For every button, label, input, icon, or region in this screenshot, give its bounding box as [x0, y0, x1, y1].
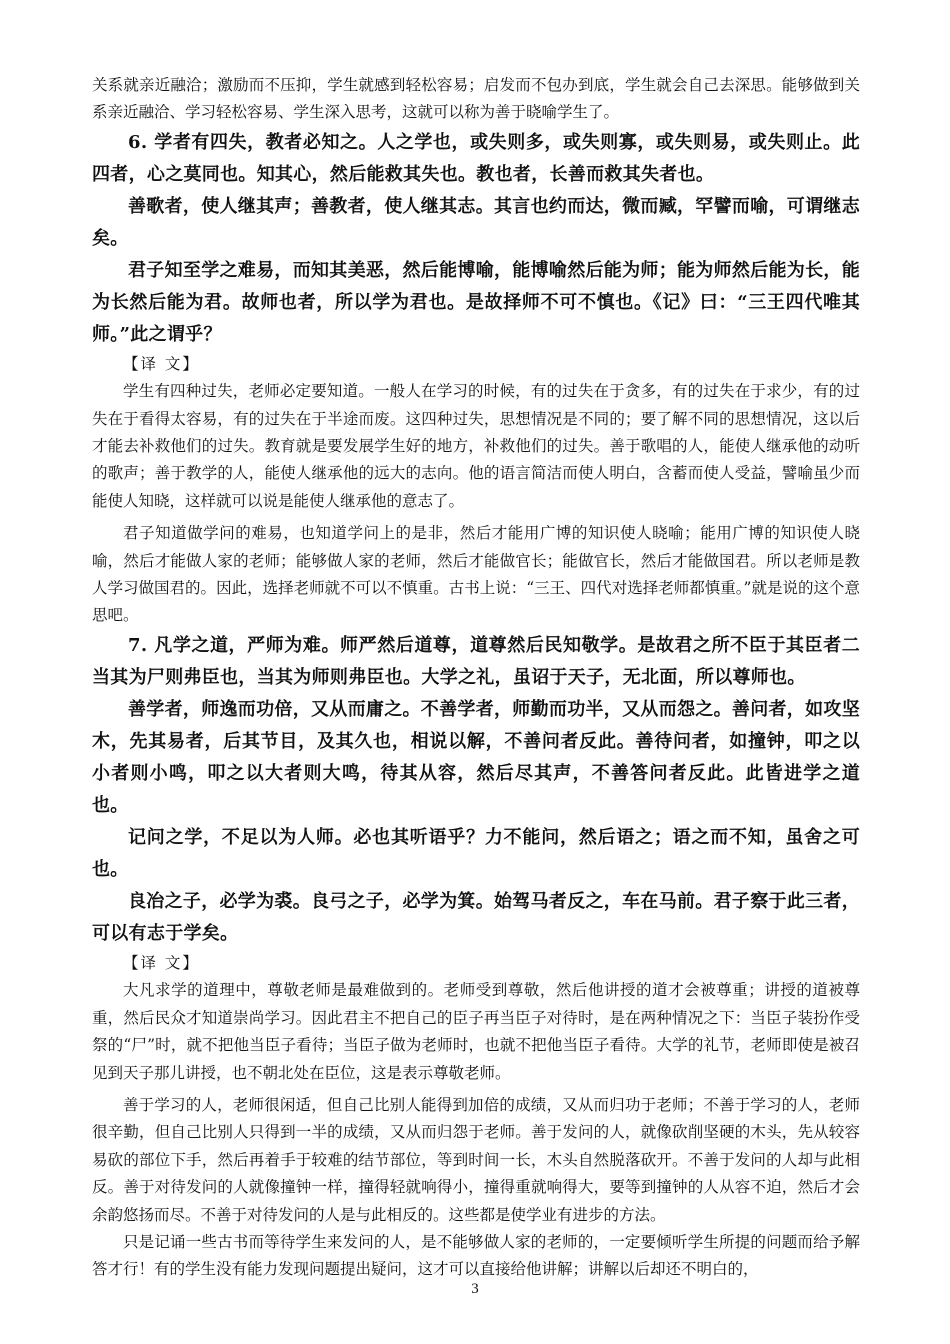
original-text-paragraph: 善学者，师逸而功倍，又从而庸之。不善学者，师勤而功半，又从而怨之。善问者，如攻坚木，先其易者，后其节目，及其久也，相说以解，不善问者反此。善待问者，如撞钟，叩之以小者则小鸣，叩之以大者则大鸣，待其从容，然后尽其声，不善答问者反此。此皆进学之道也。	[92, 698, 860, 816]
translation-paragraph: 学生有四种过失，老师必定要知道。一般人在学习的时候，有的过失在于贪多，有的过失在于求少，有的过失在于看得太容易，有的过失在于半途而废。这四种过失，思想情况是不同的；要了解不同的思想情况，这以后才能去补救他们的过失。教育就是要发展学生好的地方，补救他们的过失。善于歌唱的人，能使人继承他的动听的歌声；善于教学的人，能使人继承他的远大的志向。他的语言简洁而使人明白，含蓄而使人受益，譬喻虽少而能使人知晓，这样就可以说是能使人继承他的意志了。	[92, 382, 860, 510]
translation-paragraph: 善于学习的人，老师很闲适，但自己比别人能得到加倍的成绩，又从而归功于老师；不善于学习的人，老师很辛勤，但自己比别人只得到一半的成绩，又从而归怨于老师。善于发问的人，就像砍削坚硬的木头，先从较容易砍的部位下手，然后再着手于较难的结节部位，等到时间一长，木头自然脱落砍开。不善于发问的人却与此相反。善于对待发问的人就像撞钟一样，撞得轻就响得小，撞得重就响得大，要等到撞钟的人从容不迫，然后才会余韵悠扬而尽。不善于对待发问的人是与此相反的。这些都是使学业有进步的方法。	[92, 1095, 860, 1224]
translation-paragraph: 只是记诵一些古书而等待学生来发问的人，是不能够做人家的老师的，一定要倾听学生所提的问题而给予解答才行！有的学生没有能力发现问题提出疑问，这才可以直接给他讲解；讲解以后却还不明白的，	[92, 1232, 860, 1279]
original-text-paragraph: 善歌者，使人继其声；善教者，使人继其志。其言也约而达，微而臧，罕譬而喻，可谓继志矣。	[92, 195, 860, 249]
original-text-paragraph: 7. 凡学之道，严师为难。师严然后道尊，道尊然后民知敬学。是故君之所不臣于其臣者二当其为尸则弗臣也，当其为师则弗臣也。大学之礼，虽诏于天子，无北面，所以尊师也。	[92, 634, 860, 688]
original-text-paragraph: 6. 学者有四失，教者必知之。人之学也，或失则多，或失则寡，或失则易，或失则止。此四者，心之莫同也。知其心，然后能救其失也。教也者，长善而救其失者也。	[92, 131, 860, 185]
original-text-paragraph: 记问之学，不足以为人师。必也其听语乎？力不能问，然后语之；语之而不知，虽舍之可也。	[92, 826, 860, 880]
translation-paragraph: 大凡求学的道理中，尊敬老师是最难做到的。老师受到尊敬，然后他讲授的道才会被尊重；讲授的道被尊重，然后民众才知道崇尚学习。因此君主不把自己的臣子再当臣子对待时，是在两种情况之下：当臣子装扮作受祭的“尸”时，就不把他当臣子看待；当臣子做为老师时，也就不把他当臣子看待。大学的礼节，老师即使是被召见到天子那儿讲授，也不朝北处在臣位，这是表示尊敬老师。	[92, 981, 860, 1082]
translation-paragraph: 关系就亲近融洽；激励而不压抑，学生就感到轻松容易；启发而不包办到底，学生就会自己去深思。能够做到关系亲近融洽、学习轻松容易、学生深入思考，这就可以称为善于晓喻学生了。	[92, 76, 860, 122]
document-body	[92, 72, 860, 1284]
original-text-paragraph: 君子知至学之难易，而知其美恶，然后能博喻，能博喻然后能为师；能为师然后能为长，能为长然后能为君。故师也者，所以学为君也。是故择师不可不慎也。《记》曰：“三王四代唯其师。”此之谓乎？	[92, 259, 860, 345]
translation-heading: 【译 文】	[123, 354, 200, 373]
page-number: 3	[471, 1281, 479, 1297]
original-text-paragraph: 良冶之子，必学为裘。良弓之子，必学为箕。始驾马者反之，车在马前。君子察于此三者，可以有志于学矣。	[92, 890, 860, 944]
translation-heading: 【译 文】	[123, 953, 200, 972]
translation-paragraph: 君子知道做学问的难易，也知道学问上的是非，然后才能用广博的知识使人晓喻；能用广博的知识使人晓喻，然后才能做人家的老师；能够做人家的老师，然后才能做官长；能做官长，然后才能做国君。所以老师是教人学习做国君的。因此，选择老师就不可以不慎重。古书上说：“三王、四代对选择老师都慎重。”就是说的这个意思吧。	[92, 524, 860, 625]
